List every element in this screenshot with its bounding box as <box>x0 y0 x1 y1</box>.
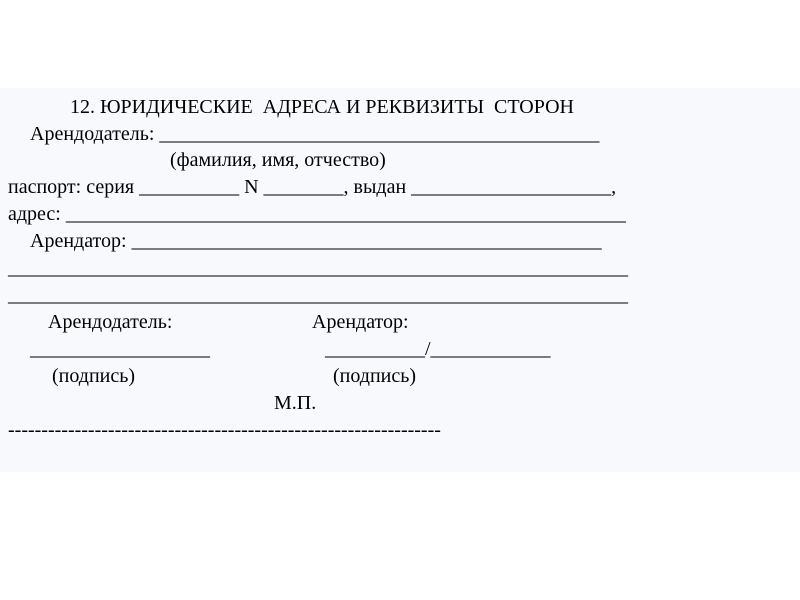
sign-lessor-label: Арендодатель: <box>48 311 173 333</box>
fio-caption: (фамилия, имя, отчество) <box>170 149 386 171</box>
blank-line-2: ______________________________________________________________ <box>8 284 628 306</box>
sign-tenant-label: Арендатор: <box>312 311 409 333</box>
sign-tenant-caption: (подпись) <box>333 365 417 387</box>
lessor-line: Арендодатель: ____________________________________________ <box>30 123 600 145</box>
section-title: 12. ЮРИДИЧЕСКИЕ АДРЕСА И РЕКВИЗИТЫ СТОРОН <box>70 96 574 118</box>
sign-tenant-blank: __________/____________ <box>325 338 551 360</box>
sign-lessor-blank: __________________ <box>30 338 210 360</box>
tenant-line: Арендатор: _______________________________________________ <box>30 230 602 252</box>
stamp-placeholder: М.П. <box>274 392 317 414</box>
sign-lessor-caption: (подпись) <box>52 365 136 387</box>
address-line: адрес: ________________________________________________________ <box>8 203 626 225</box>
blank-line-1: ______________________________________________________________ <box>8 257 628 279</box>
separator-line: ----------------------------------------------------------------- <box>8 419 441 441</box>
passport-line: паспорт: серия __________ N ________, выдан ____________________, <box>8 176 617 198</box>
